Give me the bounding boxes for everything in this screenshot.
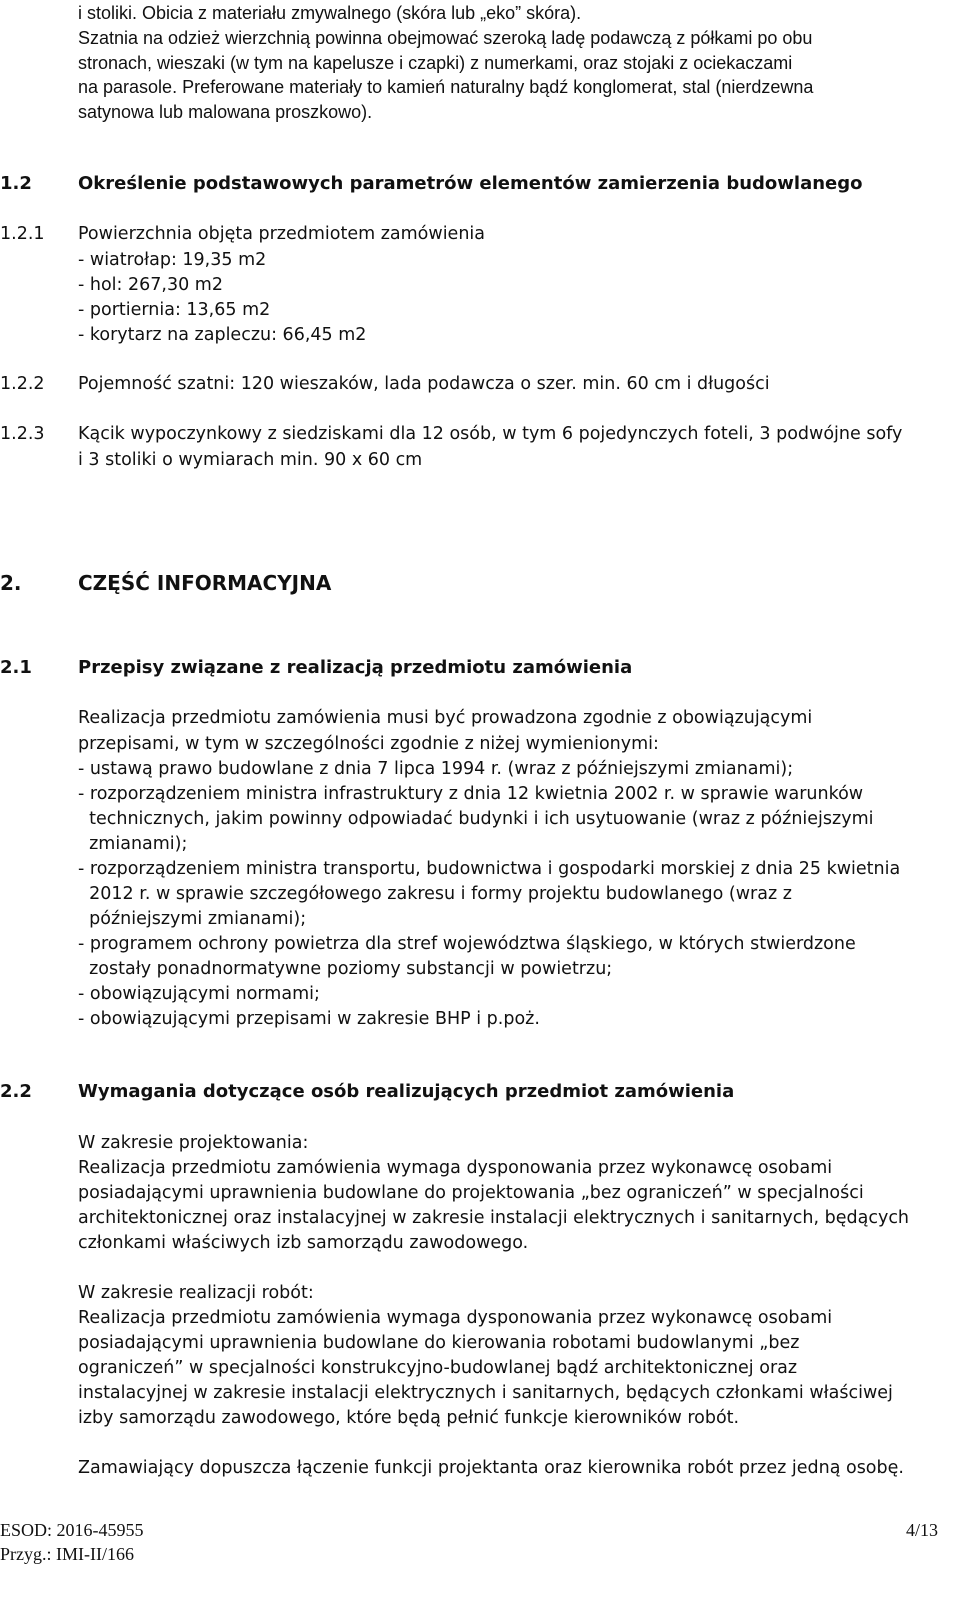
paragraph-line: na parasole. Preferowane materiały to kamień naturalny bądź konglomerat, stal (nierdzewna xyxy=(78,77,814,97)
list-item: - programem ochrony powietrza dla stref województwa śląskiego, w których stwierdzone xyxy=(78,934,856,954)
section-number: 2.2 xyxy=(0,1081,32,1102)
item-line: - hol: 267,30 m2 xyxy=(78,275,223,295)
item-number: 1.2.2 xyxy=(0,374,45,394)
paragraph-line: satynowa lub malowana proszkowo). xyxy=(78,102,373,122)
list-item: - rozporządzeniem ministra infrastruktury z dnia 12 kwietnia 2002 r. w sprawie warunków xyxy=(78,784,864,804)
paragraph-line: członkami właściwych izb samorządu zawodowego. xyxy=(78,1233,529,1253)
paragraph-line: stronach, wieszaki (w tym na kapelusze i czapki) z numerkami, oraz stojaki z ociekaczami xyxy=(78,53,793,73)
paragraph-line: Realizacja przedmiotu zamówienia wymaga dysponowania przez wykonawcę osobami xyxy=(78,1158,833,1178)
list-item-continued: późniejszymi zmianami); xyxy=(78,909,307,929)
paragraph-line: izby samorządu zawodowego, które będą pełnić funkcje kierowników robót. xyxy=(78,1408,740,1428)
item-line: Kącik wypoczynkowy z siedziskami dla 12 osób, w tym 6 pojedynczych foteli, 3 podwójne sofy xyxy=(78,424,903,444)
paragraph-line: i stoliki. Obicia z materiału zmywalnego (skóra lub „eko” skóra). xyxy=(78,3,582,23)
paragraph-line: instalacyjnej w zakresie instalacji elektrycznych i sanitarnych, będących członkami właściwej xyxy=(78,1383,893,1403)
footer-esod: ESOD: 2016-45955 xyxy=(0,1520,144,1540)
list-item-continued: zostały ponadnormatywne poziomy substancji w powietrzu; xyxy=(78,959,613,979)
item-line: - wiatrołap: 19,35 m2 xyxy=(78,250,267,270)
paragraph-line: architektonicznej oraz instalacyjnej w zakresie instalacji elektrycznych i sanitarnych, będących xyxy=(78,1208,910,1228)
paragraph-line: Zamawiający dopuszcza łączenie funkcji projektanta oraz kierownika robót przez jedną osobę. xyxy=(78,1458,904,1478)
paragraph-line: Realizacja przedmiotu zamówienia musi być prowadzona zgodnie z obowiązującymi xyxy=(78,708,813,728)
section-number: 2. xyxy=(0,571,22,595)
paragraph-line: ograniczeń” w specjalności konstrukcyjno-budowlanej bądź architektonicznej oraz xyxy=(78,1358,798,1378)
section-number: 1.2 xyxy=(0,173,32,194)
list-item-continued: technicznych, jakim powinny odpowiadać budynki i ich usytuowanie (wraz z późniejszymi xyxy=(78,809,874,829)
paragraph-line: Szatnia na odzież wierzchnią powinna obejmować szeroką ladę podawczą z półkami po obu xyxy=(78,28,813,48)
paragraph-line: Realizacja przedmiotu zamówienia wymaga dysponowania przez wykonawcę osobami xyxy=(78,1308,833,1328)
list-item-continued: zmianami); xyxy=(78,834,188,854)
item-number: 1.2.1 xyxy=(0,224,45,244)
item-line: - portiernia: 13,65 m2 xyxy=(78,300,271,320)
section-number: 2.1 xyxy=(0,657,32,678)
list-item-continued: 2012 r. w sprawie szczegółowego zakresu i formy projektu budowlanego (wraz z xyxy=(78,884,792,904)
section-heading: Wymagania dotyczące osób realizujących przedmiot zamówienia xyxy=(78,1081,735,1102)
paragraph-line: posiadającymi uprawnienia budowlane do kierowania robotami budowlanymi „bez xyxy=(78,1333,800,1353)
section-heading: Przepisy związane z realizacją przedmiotu zamówienia xyxy=(78,657,633,678)
item-line: Pojemność szatni: 120 wieszaków, lada podawcza o szer. min. 60 cm i długości xyxy=(78,374,770,394)
item-line: Powierzchnia objęta przedmiotem zamówienia xyxy=(78,224,486,244)
item-number: 1.2.3 xyxy=(0,424,45,444)
item-line: i 3 stoliki o wymiarach min. 90 x 60 cm xyxy=(78,450,423,470)
section-heading: CZĘŚĆ INFORMACYJNA xyxy=(78,571,332,595)
paragraph-line: W zakresie projektowania: xyxy=(78,1133,309,1153)
list-item: - obowiązującymi normami; xyxy=(78,984,320,1004)
footer-przyg: Przyg.: IMI-II/166 xyxy=(0,1544,134,1564)
paragraph-line: przepisami, w tym w szczególności zgodnie z niżej wymienionymi: xyxy=(78,734,659,754)
list-item: - ustawą prawo budowlane z dnia 7 lipca 1994 r. (wraz z późniejszymi zmianami); xyxy=(78,759,794,779)
page-number: 4/13 xyxy=(905,1520,938,1540)
paragraph-line: W zakresie realizacji robót: xyxy=(78,1283,314,1303)
section-heading: Określenie podstawowych parametrów elementów zamierzenia budowlanego xyxy=(78,173,863,194)
list-item: - obowiązującymi przepisami w zakresie BHP i p.poż. xyxy=(78,1009,540,1029)
list-item: - rozporządzeniem ministra transportu, budownictwa i gospodarki morskiej z dnia 25 kwietnia xyxy=(78,859,901,879)
item-line: - korytarz na zapleczu: 66,45 m2 xyxy=(78,325,367,345)
paragraph-line: posiadającymi uprawnienia budowlane do projektowania „bez ograniczeń” w specjalności xyxy=(78,1183,864,1203)
